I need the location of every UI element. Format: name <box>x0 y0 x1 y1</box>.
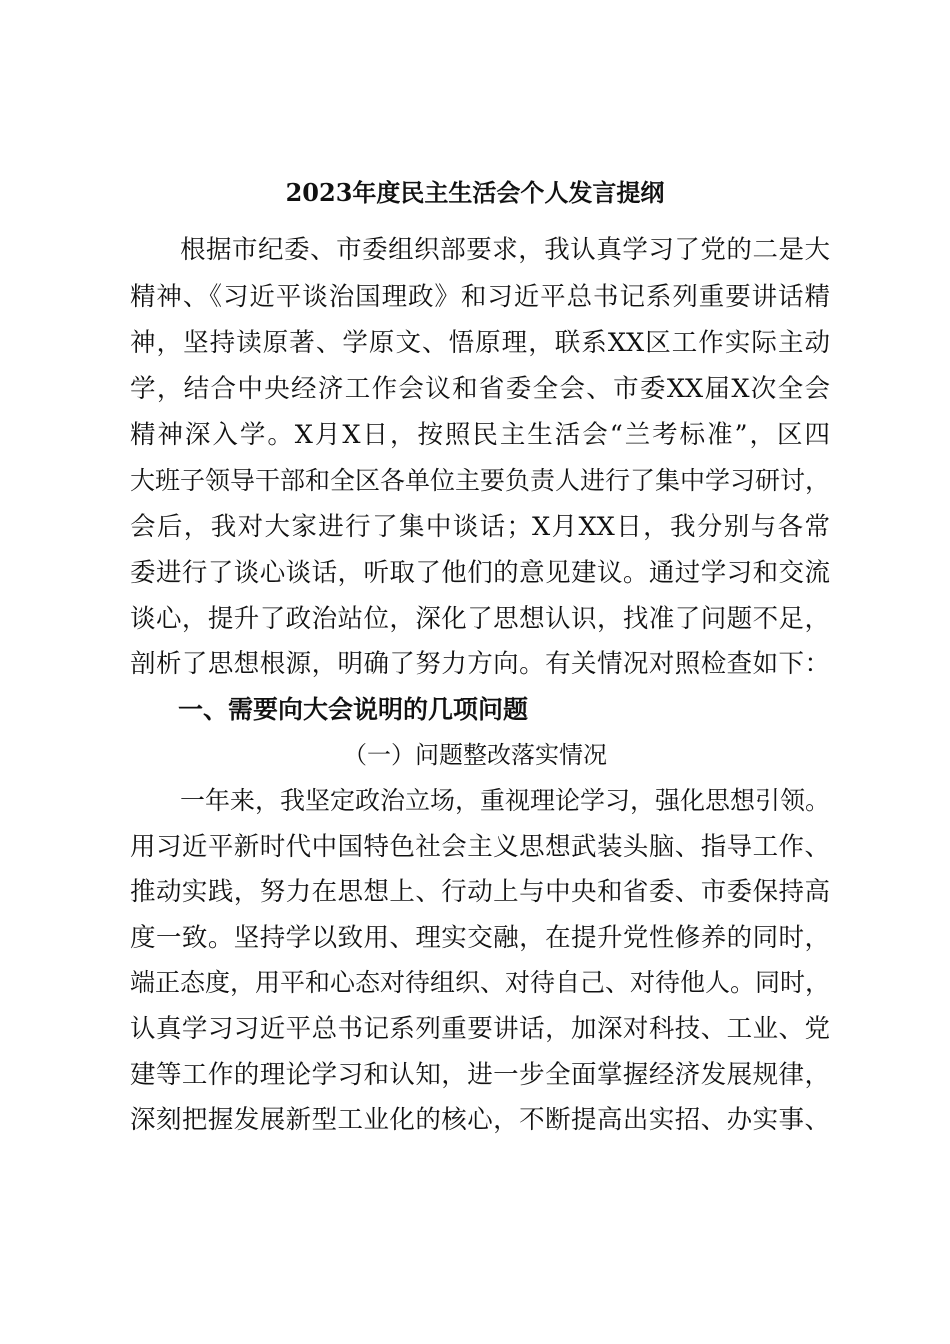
intro-line: 精神、《习近平谈治国理政》和习近平总书记系列重要讲话精 <box>130 282 830 312</box>
body-line: 一年来，我坚定政治立场，重视理论学习，强化思想引领。 <box>180 786 831 815</box>
intro-line: 神，坚持读原著、学原文、悟原理，联系XX区工作实际主动 <box>130 328 830 358</box>
intro-line: 谈心，提升了政治站位，深化了思想认识，找准了问题不足， <box>130 604 830 634</box>
intro-line: 会后，我对大家进行了集中谈话；X月XX日，我分别与各常 <box>130 512 830 542</box>
intro-line: 学，结合中央经济工作会议和省委全会、市委XX届X次全会 <box>130 374 830 404</box>
document-title: 2023年度民主生活会个人发言提纲 <box>285 178 665 207</box>
intro-line: 委进行了谈心谈话，听取了他们的意见建议。通过学习和交流 <box>130 558 830 588</box>
intro-line: 大班子领导干部和全区各单位主要负责人进行了集中学习研讨， <box>130 466 831 495</box>
body-line: 度一致。坚持学以致用、理实交融，在提升党性修养的同时， <box>130 923 830 953</box>
intro-line: 根据市纪委、市委组织部要求，我认真学习了党的二是大 <box>180 235 830 265</box>
body-line: 认真学习习近平总书记系列重要讲话，加深对科技、工业、党 <box>130 1014 830 1044</box>
body-line: 建等工作的理论学习和认知，进一步全面掌握经济发展规律， <box>130 1060 830 1090</box>
body-line: 深刻把握发展新型工业化的核心，不断提高出实招、办实事、 <box>130 1105 830 1135</box>
subsection-heading: （一）问题整改落实情况 <box>343 741 607 769</box>
section-heading: 一、需要向大会说明的几项问题 <box>178 695 529 724</box>
intro-line: 精神深入学。X月X日，按照民主生活会“兰考标准”，区四 <box>130 420 830 450</box>
body-line: 用习近平新时代中国特色社会主义思想武装头脑、指导工作、 <box>130 832 830 862</box>
body-line: 推动实践，努力在思想上、行动上与中央和省委、市委保持高 <box>130 877 830 907</box>
intro-line: 剖析了思想根源，明确了努力方向。有关情况对照检查如下： <box>130 649 830 679</box>
body-line: 端正态度，用平和心态对待组织、对待自己、对待他人。同时， <box>130 968 831 997</box>
